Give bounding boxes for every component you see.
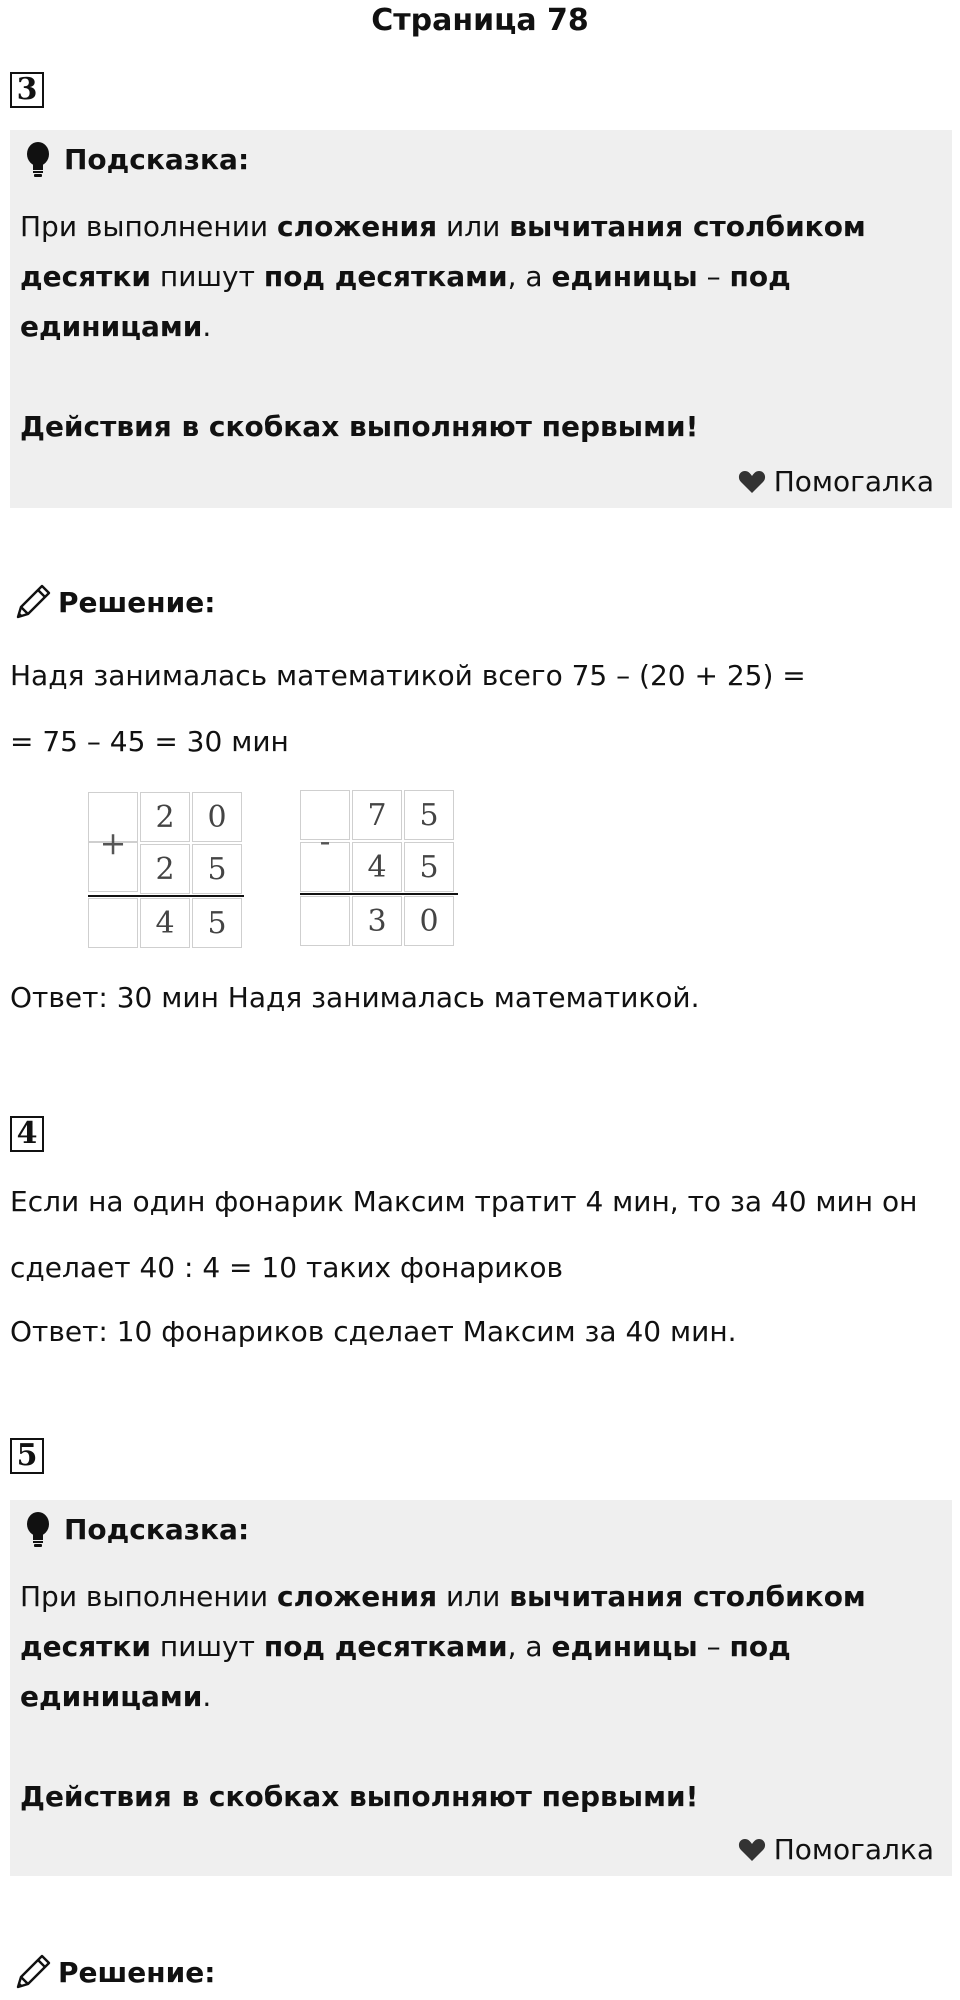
- addition-result-digit: 4: [140, 898, 190, 948]
- hint-text-span: , а: [507, 1630, 552, 1663]
- hint-text-span: или: [437, 210, 510, 243]
- heart-icon: [738, 470, 766, 494]
- task-3-line-1: Надя занималась математикой всего 75 – (20 + 25) =: [10, 659, 806, 692]
- hint-text-span: При выполнении: [20, 1580, 278, 1613]
- minus-sign: -: [319, 822, 331, 860]
- subtraction-digit: 7: [352, 790, 402, 840]
- task-number-5: 5: [10, 1438, 44, 1474]
- solution-heading-text: Решение:: [58, 585, 216, 619]
- subtraction-column-grid: [300, 790, 458, 948]
- hint-bold-span: десятки: [20, 260, 152, 293]
- addition-digit: 0: [192, 792, 242, 842]
- task-number-4: 4: [10, 1116, 44, 1152]
- hint-text-span: .: [202, 1680, 212, 1713]
- hint-paragraph-1: [20, 1572, 940, 1722]
- subtraction-digit: 5: [404, 790, 454, 840]
- hint-bold-span: сложения: [277, 1580, 438, 1613]
- lightbulb-icon: [24, 1512, 52, 1548]
- page-title: Страница 78: [371, 3, 589, 38]
- hint-box-task-5: [10, 1500, 952, 1876]
- addition-sum-line: [88, 895, 244, 897]
- hint-bold-span: сложения: [277, 210, 438, 243]
- task-4-answer: Ответ: 10 фонариков сделает Максим за 40 мин.: [10, 1315, 737, 1348]
- task-number-3: 3: [10, 72, 44, 108]
- hint-bold-span: под единицами: [20, 1630, 791, 1713]
- hint-heading-text: Подсказка:: [64, 1513, 250, 1546]
- hint-bold-span: Действия в скобках выполняют первыми!: [20, 1780, 699, 1813]
- hint-text-span: –: [697, 260, 730, 293]
- hint-text-span: или: [437, 1580, 510, 1613]
- hint-paragraph-2: [20, 1772, 940, 1822]
- hint-heading-text: Подсказка:: [64, 143, 250, 176]
- hint-text-span: –: [697, 1630, 730, 1663]
- hint-heading: [24, 1510, 249, 1550]
- addition-column-grid: [88, 792, 244, 950]
- hint-text: [20, 202, 940, 452]
- solution-heading-text: Решение:: [58, 1955, 216, 1989]
- hint-bold-span: под единицами: [20, 260, 791, 343]
- addition-result-digit: 5: [192, 898, 242, 948]
- lightbulb-icon: [24, 142, 52, 178]
- addition-digit: 2: [140, 844, 190, 894]
- pomogalka-credit: [738, 1830, 934, 1870]
- hint-paragraph-1: [20, 202, 940, 352]
- plus-sign: +: [99, 824, 127, 862]
- pomogalka-credit: [738, 462, 934, 502]
- task-4-line-2: сделает 40 : 4 = 10 таких фонариков: [10, 1251, 564, 1284]
- task-3-answer: Ответ: 30 мин Надя занималась математикой.: [10, 981, 700, 1014]
- pomogalka-label: Помогалка: [773, 1833, 934, 1866]
- hint-bold-span: единицы: [551, 1630, 698, 1663]
- hint-text-span: .: [202, 310, 212, 343]
- hint-bold-span: вычитания столбиком: [509, 210, 866, 243]
- hint-bold-span: Действия в скобках выполняют первыми!: [20, 410, 699, 443]
- hint-text-span: При выполнении: [20, 210, 278, 243]
- addition-digit: 5: [192, 844, 242, 894]
- hint-bold-span: под десятками: [263, 1630, 508, 1663]
- grid-cell: [88, 898, 138, 948]
- pomogalka-label: Помогалка: [773, 465, 934, 498]
- hint-text-span: , а: [507, 260, 552, 293]
- task-4-line-1: Если на один фонарик Максим тратит 4 мин, то за 40 мин он: [10, 1185, 918, 1218]
- hint-text: [20, 1572, 940, 1822]
- hint-bold-span: под десятками: [263, 260, 508, 293]
- subtraction-result-digit: 3: [352, 896, 402, 946]
- subtraction-difference-line: [300, 893, 458, 895]
- task-3-line-2: = 75 – 45 = 30 мин: [10, 725, 289, 758]
- hint-box-task-3: [10, 130, 952, 508]
- grid-cell: [300, 896, 350, 946]
- subtraction-digit: 4: [352, 842, 402, 892]
- heart-icon: [738, 1838, 766, 1862]
- hint-text-span: пишут: [151, 260, 264, 293]
- solution-heading-task-3: [12, 578, 215, 626]
- addition-digit: 2: [140, 792, 190, 842]
- hint-bold-span: единицы: [551, 260, 698, 293]
- subtraction-result-digit: 0: [404, 896, 454, 946]
- hint-text-span: пишут: [151, 1630, 264, 1663]
- pencil-icon: [12, 1951, 54, 1993]
- solution-heading-task-5: [12, 1948, 215, 1996]
- hint-bold-span: десятки: [20, 1630, 152, 1663]
- hint-heading: [24, 140, 249, 180]
- subtraction-digit: 5: [404, 842, 454, 892]
- hint-bold-span: вычитания столбиком: [509, 1580, 866, 1613]
- pencil-icon: [12, 581, 54, 623]
- hint-paragraph-2: [20, 402, 940, 452]
